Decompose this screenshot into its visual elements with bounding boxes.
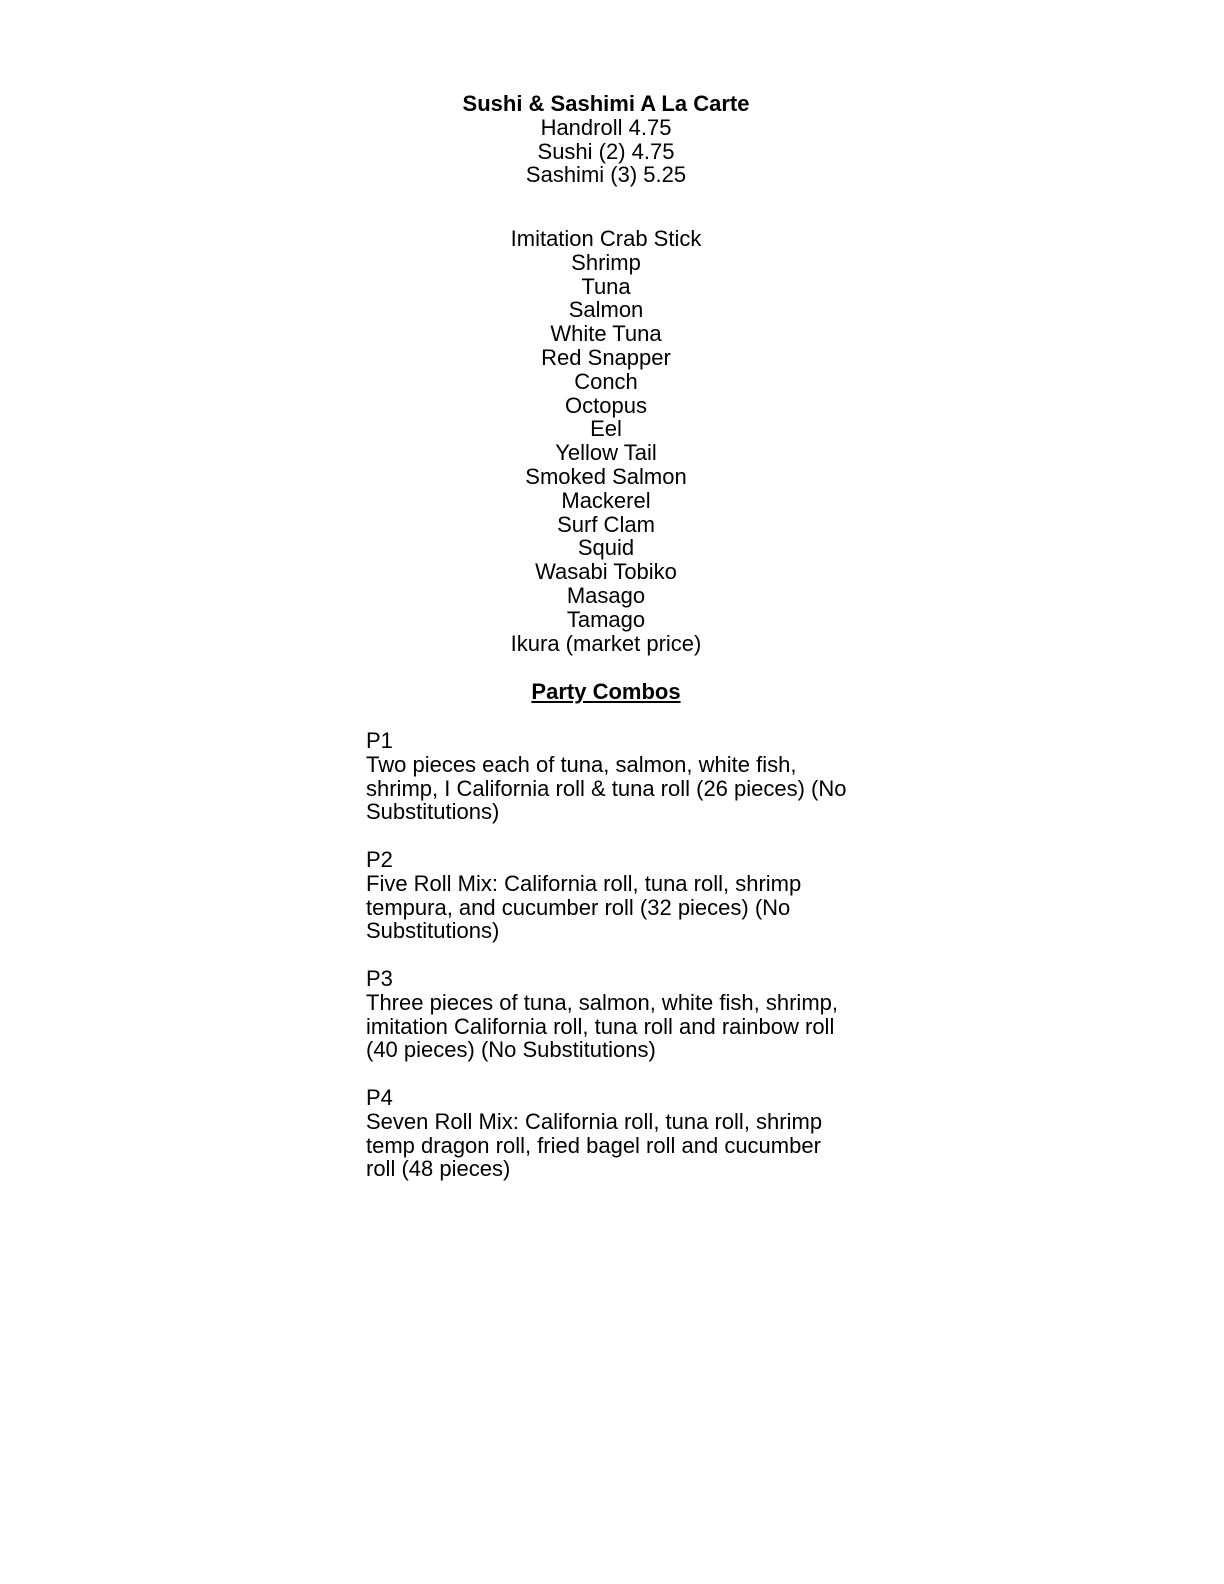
combo-description-line: Five Roll Mix: California roll, tuna roll, shrimp	[366, 870, 802, 896]
combo-code: P1	[366, 728, 393, 753]
combo-code: P3	[366, 965, 393, 991]
list-item: Mackerel	[561, 487, 651, 513]
list-item: Imitation Crab Stick	[510, 226, 702, 251]
list-item: Wasabi Tobiko	[535, 559, 677, 585]
list-item: Squid	[577, 535, 635, 561]
list-item: Surf Clam	[557, 511, 655, 537]
list-item: Conch	[574, 368, 638, 394]
combo-p2	[366, 848, 856, 943]
price-line: Handroll 4.75	[540, 114, 672, 140]
combo-description-line: Substitutions)	[366, 799, 500, 825]
combo-code: P4	[366, 1084, 393, 1110]
combo-description-line: Two pieces each of tuna, salmon, white fish,	[366, 751, 797, 777]
combo-p4	[366, 1086, 856, 1181]
price-line: Sushi (2) 4.75	[537, 138, 675, 164]
list-item: White Tuna	[550, 321, 662, 347]
list-item: Octopus	[565, 392, 647, 418]
combo-description-line: Substitutions)	[366, 918, 500, 944]
party-combos-list	[366, 729, 856, 1205]
combo-description-line: temp dragon roll, fried bagel roll and cucumber	[366, 1132, 821, 1158]
combo-description-line: (40 pieces) (No Substitutions)	[366, 1037, 656, 1063]
combo-description-line: Three pieces of tuna, salmon, white fish, shrimp,	[366, 989, 838, 1015]
section-title: Sushi & Sashimi A La Carte	[462, 91, 750, 116]
list-item: Masago	[566, 582, 646, 608]
list-item: Red Snapper	[541, 344, 671, 370]
combo-code: P2	[366, 846, 393, 872]
combo-p1	[366, 729, 856, 824]
list-item: Eel	[590, 416, 622, 442]
price-line: Sashimi (3) 5.25	[525, 162, 687, 188]
list-item: Tuna	[581, 273, 631, 299]
list-item: Smoked Salmon	[525, 463, 687, 489]
combo-description-line: imitation California roll, tuna roll and rainbow roll	[366, 1013, 835, 1039]
combo-description-line: roll (48 pieces)	[366, 1156, 511, 1182]
fish-item-list	[0, 227, 1212, 655]
combo-description-line: tempura, and cucumber roll (32 pieces) (No	[366, 894, 791, 920]
list-item: Yellow Tail	[555, 440, 657, 466]
combo-p3	[366, 967, 856, 1062]
list-item: Shrimp	[571, 249, 641, 275]
a-la-carte-header	[0, 92, 1212, 187]
list-item: Tamago	[566, 606, 646, 632]
list-item: Salmon	[568, 297, 644, 323]
combo-description-line: Seven Roll Mix: California roll, tuna roll, shrimp	[366, 1108, 823, 1134]
combo-description-line: shrimp, I California roll & tuna roll (26 pieces) (No	[366, 775, 847, 801]
list-item: Ikura (market price)	[510, 630, 702, 656]
party-combos-title: Party Combos	[531, 679, 681, 704]
